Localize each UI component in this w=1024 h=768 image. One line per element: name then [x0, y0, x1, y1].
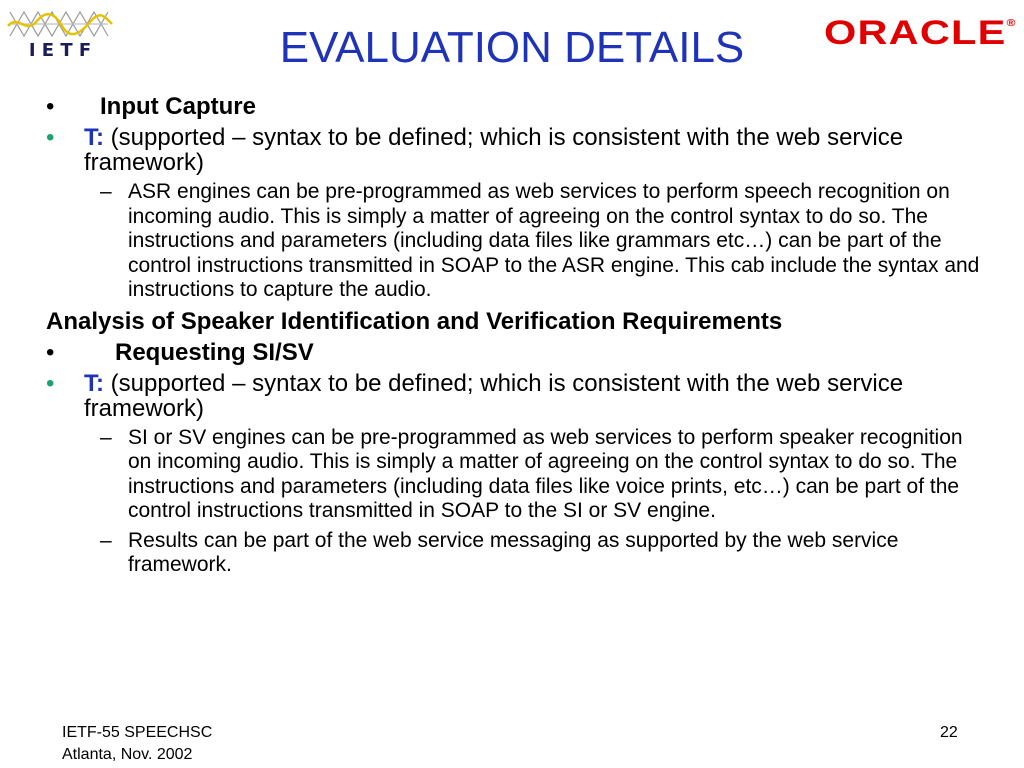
dash-icon: –	[100, 528, 112, 552]
ietf-logo-letters: I E T F	[28, 40, 92, 61]
oracle-logo-text: ORACLE	[824, 14, 1007, 52]
footer-event: IETF-55 SPEECHSC	[62, 724, 213, 741]
bullet-icon: •	[46, 369, 55, 397]
list-item-t-supported	[46, 125, 990, 175]
sub-item-asr-engines	[46, 180, 990, 303]
list-item-t-supported-2	[46, 371, 990, 421]
t-label: T:	[84, 124, 104, 151]
sub-item-text: SI or SV engines can be pre-programmed as web services to perform speaker recognition on incoming audio. This is simply a matter of agreeing on the control syntax to do so. The instructions and parameters (including data files like voice prints, etc…) can be part of the control instructions transmitted in SOAP to the SI or SV engine.	[128, 425, 963, 522]
bullet-icon: •	[46, 124, 55, 151]
page-number: 22	[940, 724, 958, 741]
list-item-text: Input Capture	[100, 93, 256, 120]
list-item-text: (supported – syntax to be defined; which is consistent with the web service framework)	[84, 369, 904, 422]
slide-title: EVALUATION DETAILS	[279, 23, 745, 72]
section-heading: Analysis of Speaker Identification and Verification Requirements	[46, 307, 783, 335]
list-item-input-capture	[46, 94, 990, 119]
footer-location-date: Atlanta, Nov. 2002	[62, 746, 193, 763]
registered-mark-icon: ®	[1006, 18, 1017, 29]
dash-icon: –	[100, 425, 112, 449]
list-item-text: (supported – syntax to be defined; which is consistent with the web service framework)	[84, 124, 904, 176]
sub-item-text: Results can be part of the web service messaging as supported by the web service framework.	[128, 528, 899, 576]
sub-item-si-sv-engines	[46, 426, 990, 524]
bullet-icon: •	[46, 93, 55, 120]
footer-info	[62, 722, 212, 766]
list-item-requesting-si-sv	[46, 340, 990, 365]
bullet-icon: •	[46, 338, 55, 366]
t-label: T:	[84, 369, 104, 397]
sub-item-text: ASR engines can be pre-programmed as web services to perform speech recognition on incoming audio. This is simply a matter of agreeing on the control syntax to do so. The instructions and parameters (including data files like grammars etc…) can be part of the control instructions transmitted in SOAP to the ASR engine. This cab include the syntax and instructions to capture the audio.	[128, 180, 980, 301]
list-item-text: Requesting SI/SV	[115, 338, 314, 366]
slide-body	[46, 88, 990, 578]
dash-icon: –	[100, 180, 112, 203]
sub-item-results	[46, 529, 990, 578]
